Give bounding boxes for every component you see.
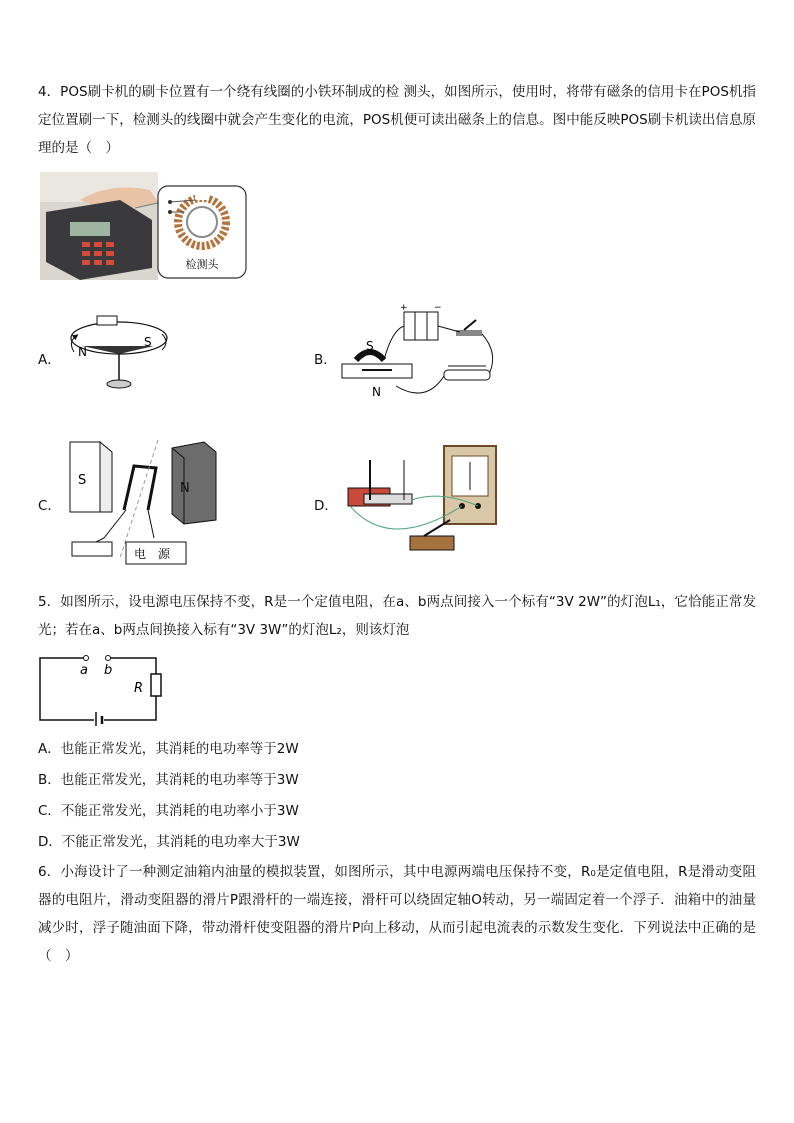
- q4-option-a-label: A．: [38, 352, 61, 368]
- q5-option-c: C．不能正常发光，其消耗的电功率小于3W: [38, 803, 299, 819]
- option-a-n-pole: N: [78, 345, 87, 359]
- q4-option-d-figure: [340, 440, 500, 564]
- q4-option-d-label: D．: [314, 498, 338, 514]
- q4-option-b-figure: [336, 300, 506, 414]
- circuit-resistor-label: R: [134, 681, 144, 696]
- option-b-n-pole: N: [372, 385, 381, 399]
- option-a-s-pole: S: [144, 335, 152, 349]
- circuit-point-a: a: [80, 663, 88, 678]
- q4-option-c-figure: [64, 438, 224, 574]
- power-supply-label: 电 源: [134, 547, 171, 561]
- circuit-point-b: b: [104, 663, 113, 678]
- option-c-n-pole: N: [180, 481, 190, 496]
- q5-option-d: D．不能正常发光，其消耗的电功率大于3W: [38, 834, 300, 850]
- q6-text: 6．小海设计了一种测定油箱内油量的模拟装置，如图所示，其中电源两端电压保持不变，R₀是定值电阻，R是滑动变阻器的电阻片，滑动变阻器的滑片P跟滑杆的一端连接，滑杆可以绕固定轴O转动，另一端固定着一个浮子．油箱中的油量减少时，浮子随油面下降，带动滑杆使变阻器的滑片P向上移动，从而引起电流表的示数发生变化．下列说法中正确的是（ ）: [38, 864, 756, 964]
- q5-text: 5．如图所示，设电源电压保持不变，R是一个定值电阻，在a、b两点间接入一个标有“3V 2W”的灯泡L₁，它恰能正常发光；若在a、b两点间换接入标有“3V 3W”的灯泡L₂，则该灯泡: [38, 594, 756, 638]
- pos-figure: [40, 172, 250, 288]
- option-b-s-pole: S: [366, 339, 374, 353]
- q5-option-a: A．也能正常发光，其消耗的电功率等于2W: [38, 741, 299, 757]
- q4-option-c-label: C．: [38, 498, 61, 514]
- q5-circuit-figure: [38, 652, 162, 730]
- q4-option-a-figure: [64, 310, 174, 398]
- battery-minus: −: [434, 303, 442, 313]
- pos-machine-image: [40, 172, 250, 284]
- battery-plus: +: [400, 303, 408, 313]
- q4-text: 4．POS刷卡机的刷卡位置有一个绕有线圈的小铁环制成的检 测头，如图所示，使用时，将带有磁条的信用卡在POS机指定位置刷一下，检测头的线圈中就会产生变化的电流，POS机便可读出磁条上的信息。图中能反映POS刷卡机读出信息原理的是（ ）: [38, 84, 756, 156]
- q5-option-b: B．也能正常发光，其消耗的电功率等于3W: [38, 772, 299, 788]
- q4-option-b-label: B．: [314, 352, 337, 368]
- option-c-s-pole: S: [78, 473, 87, 488]
- detection-head-caption: 检测头: [185, 258, 219, 271]
